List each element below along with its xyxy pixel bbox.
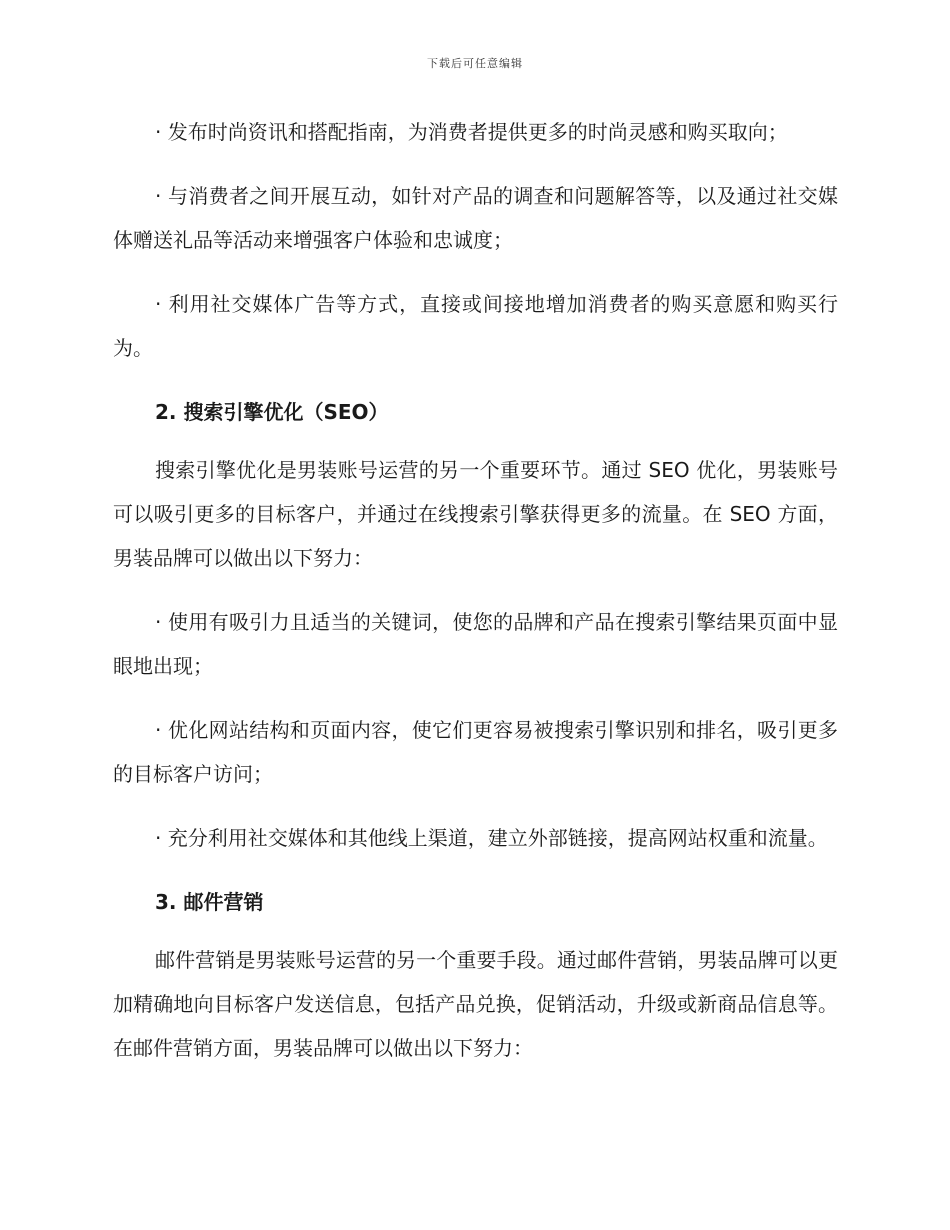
section-heading-seo: 2. 搜索引擎优化（SEO）: [155, 400, 389, 424]
seo-intro-paragraph: 搜索引擎优化是男装账号运营的另一个重要环节。通过 SEO 优化，男装账号可以吸引更多的目标客户，并通过在线搜索引擎获得更多的流量。在 SEO 方面，男装品牌可以做出以下努力：: [113, 458, 838, 570]
section-heading-email: 3. 邮件营销: [155, 890, 264, 914]
bullet-social-ads: · 利用社交媒体广告等方式，直接或间接地增加消费者的购买意愿和购买行为。: [113, 292, 838, 360]
bullet-seo-links: · 充分利用社交媒体和其他线上渠道，建立外部链接，提高网站权重和流量。: [155, 826, 828, 850]
bullet-fashion-info: · 发布时尚资讯和搭配指南，为消费者提供更多的时尚灵感和购买取向；: [155, 120, 788, 144]
bullet-seo-structure: · 优化网站结构和页面内容，使它们更容易被搜索引擎识别和排名，吸引更多的目标客户访问；: [113, 718, 838, 786]
page-header: 下载后可任意编辑: [427, 57, 523, 70]
bullet-seo-keywords: · 使用有吸引力且适当的关键词，使您的品牌和产品在搜索引擎结果页面中显眼地出现；: [113, 610, 838, 678]
email-intro-paragraph: 邮件营销是男装账号运营的另一个重要手段。通过邮件营销，男装品牌可以更加精确地向目标客户发送信息，包括产品兑换，促销活动，升级或新商品信息等。在邮件营销方面，男装品牌可以做出以下努力：: [113, 948, 838, 1060]
bullet-consumer-interaction: · 与消费者之间开展互动，如针对产品的调查和问题解答等，以及通过社交媒体赠送礼品等活动来增强客户体验和忠诚度；: [113, 184, 838, 252]
document-body: [113, 110, 838, 1090]
